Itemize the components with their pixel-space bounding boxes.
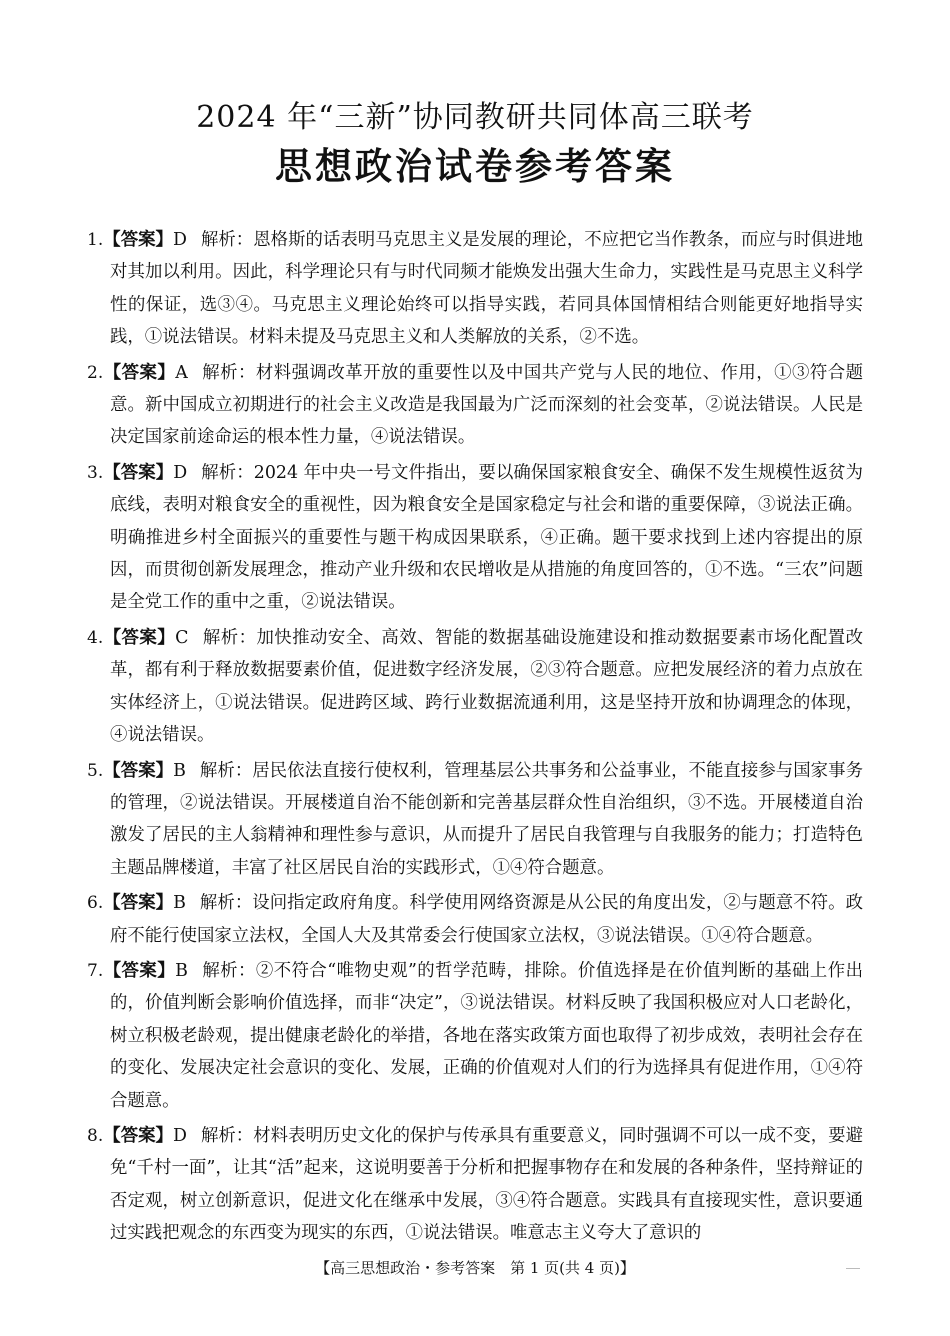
answer-item-4 <box>87 622 863 752</box>
item-number: 3. <box>87 462 104 483</box>
answer-choice: B <box>173 760 186 781</box>
answer-label: 【答案】 <box>103 760 174 781</box>
answer-analysis: 解析：加快推动安全、高效、智能的数据基础设施建设和推动数据要素市场化配置改革，都有利于释放数据要素价值，促进数字经济发展，②③符合题意。应把发展经济的着力点放在实体经济上，①说法错误。促进跨区域、跨行业数据流通利用，这是坚持开放和协调理念的体现，④说法错误。 <box>110 627 863 746</box>
answer-choice: B <box>175 960 188 981</box>
answer-label: 【答案】 <box>103 1125 173 1146</box>
answer-item-2 <box>87 357 863 454</box>
answer-choice: D <box>172 230 187 250</box>
item-number: 8. <box>87 1125 104 1146</box>
answer-item-5 <box>87 755 863 885</box>
answer-choice: B <box>173 893 186 914</box>
item-number: 6. <box>87 893 104 914</box>
answer-label: 【答案】 <box>103 462 174 483</box>
answer-choice: A <box>175 362 188 383</box>
answer-item-6 <box>87 887 863 952</box>
answer-label: 【答案】 <box>103 362 176 383</box>
answer-item-8 <box>87 1120 863 1250</box>
answer-item-7 <box>87 955 863 1117</box>
answer-analysis: 解析：2024 年中央一号文件指出，要以确保国家粮食安全、确保不发生规模性返贫为底线，表明对粮食安全的重视性，因为粮食安全是国家稳定与社会和谐的重要保障，③说法正确。明确推进乡村全面振兴的重要性与题干构成因果联系，④正确。题干要求找到上述内容提出的原因，而贯彻创新发展理念，推动产业升级和农民增收是从措施的角度回答的，①不选。“三农”问题是全党工作的重中之重，②说法错误。 <box>110 462 863 613</box>
answer-analysis: 解析：材料强调改革开放的重要性以及中国共产党与人民的地位、作用，①③符合题意。新中国成立初期进行的社会主义改造是我国最为广泛而深刻的社会变革，②说法错误。人民是决定国家前途命运的根本性力量，④说法错误。 <box>110 362 863 448</box>
answer-analysis: 解析：②不符合“唯物史观”的哲学范畴，排除。价值选择是在价值判断的基础上作出的，价值判断会影响价值选择，而非“决定”，③说法错误。材料反映了我国积极应对人口老龄化，树立积极老龄观，提出健康老龄化的举措，各地在落实政策方面也取得了初步成效，表明社会存在的变化、发展决定社会意识的变化、发展，正确的价值观对人们的行为选择具有促进作用，①④符合题意。 <box>110 960 863 1111</box>
answer-item-1 <box>87 224 863 354</box>
answer-label: 【答案】 <box>103 627 176 648</box>
answer-label: 【答案】 <box>103 960 176 981</box>
answer-choice: D <box>172 1125 187 1146</box>
answer-item-3 <box>87 457 863 619</box>
item-number: 5. <box>87 760 104 781</box>
answer-analysis: 解析：恩格斯的话表明马克思主义是发展的理论，不应把它当作教条，而应与时俱进地对其加以利用。因此，科学理论只有与时代同频才能焕发出强大生命力，实践性是马克思主义科学性的保证，选③④。马克思主义理论始终可以指导实践，若同具体国情相结合则能更好地指导实践，①说法错误。材料未提及马克思主义和人类解放的关系，②不选。 <box>110 230 863 348</box>
corner-mark <box>846 1268 860 1269</box>
exam-title: 2024 年“三新”协同教研共同体高三联考 <box>196 100 754 135</box>
answer-choice: C <box>175 627 189 648</box>
page-footer: 【高三思想政治・参考答案 第 1 页(共 4 页)】 <box>315 1259 635 1277</box>
document-title: 思想政治试卷参考答案 <box>275 145 675 188</box>
item-number: 1. <box>87 230 104 250</box>
answer-label: 【答案】 <box>103 893 174 914</box>
answer-label: 【答案】 <box>103 230 173 250</box>
answer-analysis: 解析：设问指定政府角度。科学使用网络资源是从公民的角度出发，②与题意不符。政府不能行使国家立法权，全国人大及其常委会行使国家立法权，③说法错误。①④符合题意。 <box>110 893 863 946</box>
answer-analysis: 解析：材料表明历史文化的保护与传承具有重要意义，同时强调不可以一成不变，要避免“千村一面”，让其“活”起来，这说明要善于分析和把握事物存在和发展的各种条件，坚持辩证的否定观，树立创新意识，促进文化在继承中发展，③④符合题意。实践具有直接现实性，意识要通过实践把观念的东西变为现实的东西，①说法错误。唯意志主义夸大了意识的 <box>110 1125 863 1244</box>
item-number: 4. <box>87 627 104 648</box>
answer-list <box>87 224 863 1253</box>
answer-analysis: 解析：居民依法直接行使权利，管理基层公共事务和公益事业，不能直接参与国家事务的管理，②说法错误。开展楼道自治不能创新和完善基层群众性自治组织，③不选。开展楼道自治激发了居民的主人翁精神和理性参与意识，从而提升了居民自我管理与自我服务的能力；打造特色主题品牌楼道，丰富了社区居民自治的实践形式，①④符合题意。 <box>110 760 863 878</box>
item-number: 2. <box>87 362 104 383</box>
item-number: 7. <box>87 960 104 981</box>
answer-choice: D <box>173 462 188 483</box>
